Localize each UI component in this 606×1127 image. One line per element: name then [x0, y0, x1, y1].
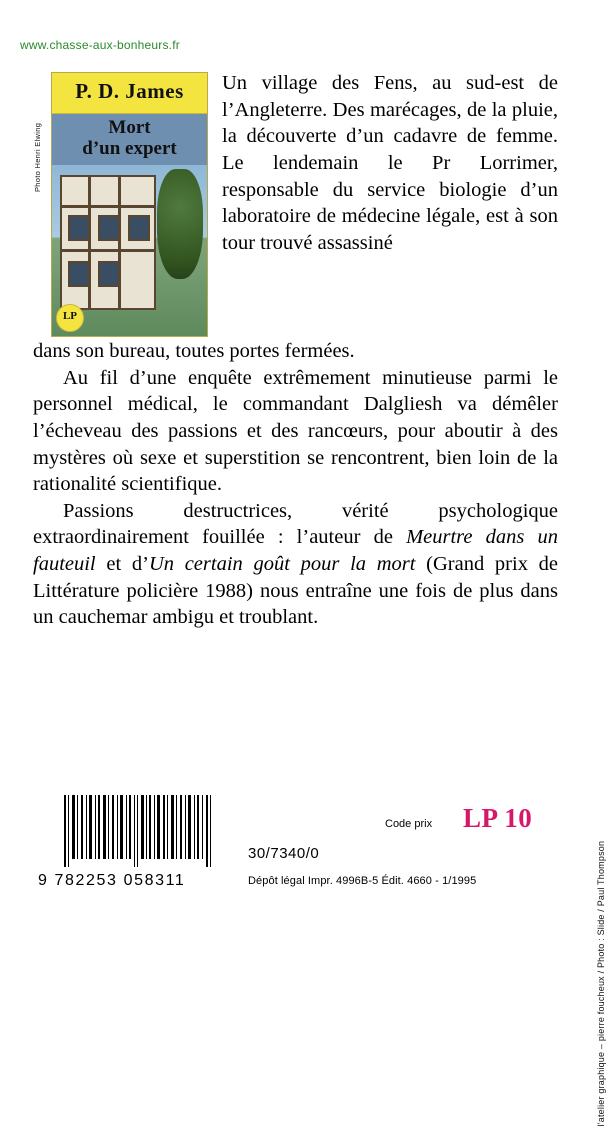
barcode-image [62, 795, 212, 867]
price-code-value: LP 10 [463, 803, 533, 833]
house-window [98, 261, 120, 287]
blurb-paragraph-1-top: Un village des Fens, au sud-est de l’Angleterre. Des marécages, de la pluie, la découverte d’un cadavre de femme. Le lendemain le Pr Lorrimer, responsable du service biologie d’un laboratoire de médecine légale, est à son tour trouvé assassiné [222, 72, 558, 254]
publisher-logo-label: LP [62, 310, 78, 322]
cover-title-line-1: Mort [108, 117, 151, 138]
blurb-paragraph-2: Au fil d’une enquête extrêmement minutieuse parmi le personnel médical, le commandant Dalgliesh va démêler l’écheveau des passions et des rancœurs, pour aboutir à des mystères où sexe et superstition se rencontrent, bien loin de la rationalité scientifique. [33, 366, 558, 496]
book-title-italic-2: Un certain goût pour la mort [148, 553, 416, 576]
blurb-p3-part1: Passions destructrices, vérité psychologique extraordinairement fouillée : l’auteur de [33, 499, 558, 549]
cover-thumbnail-block [33, 72, 208, 337]
blurb-paragraph-1-continued: dans son bureau, toutes portes fermées. [33, 340, 355, 362]
blurb-p3-part3: (Grand prix de Littérature policière 1988) nous entraîne une fois de plus dans un cauchemar ambigu et troublant. [33, 553, 559, 629]
cover-title [52, 117, 207, 160]
cover-title-line-2: d’un expert [82, 138, 177, 160]
isbn-number [38, 872, 185, 890]
isbn-digits: 782253 058311 [54, 872, 186, 889]
house-beam [88, 177, 91, 308]
book-title-italic-1: Meurtre dans un fauteuil [33, 526, 558, 576]
blurb-first-block [222, 70, 558, 256]
cover-artwork [52, 165, 207, 336]
price-code-label: Code prix [385, 818, 433, 830]
blurb-main-block [33, 338, 558, 631]
house-window [68, 261, 90, 287]
blurb-p3-part2: et d’ [95, 553, 149, 576]
house-window [128, 215, 150, 241]
reference-number: 30/7340/0 [248, 845, 320, 862]
isbn-leading-digit: 9 [38, 872, 49, 889]
photo-credit-label: Photo Henri Elwing [33, 122, 42, 192]
blurb-paragraph-3 [33, 498, 558, 631]
site-watermark: www.chasse-aux-bonheurs.fr [20, 38, 180, 52]
house-illustration [60, 175, 156, 310]
tree-illustration [157, 169, 203, 279]
book-cover-image [51, 72, 208, 337]
legal-deposit-text: Dépôt légal Impr. 4996B-5 Édit. 4660 - 1/1995 [248, 875, 477, 887]
house-window [68, 215, 90, 241]
graphic-design-credit: l’atelier graphique – pierre foucheux / Photo : Slide / Paul Thompson [596, 840, 606, 1127]
cover-author-name: P. D. James [75, 79, 184, 103]
house-window [98, 215, 120, 241]
house-beam [118, 177, 121, 308]
publisher-logo [56, 304, 84, 332]
